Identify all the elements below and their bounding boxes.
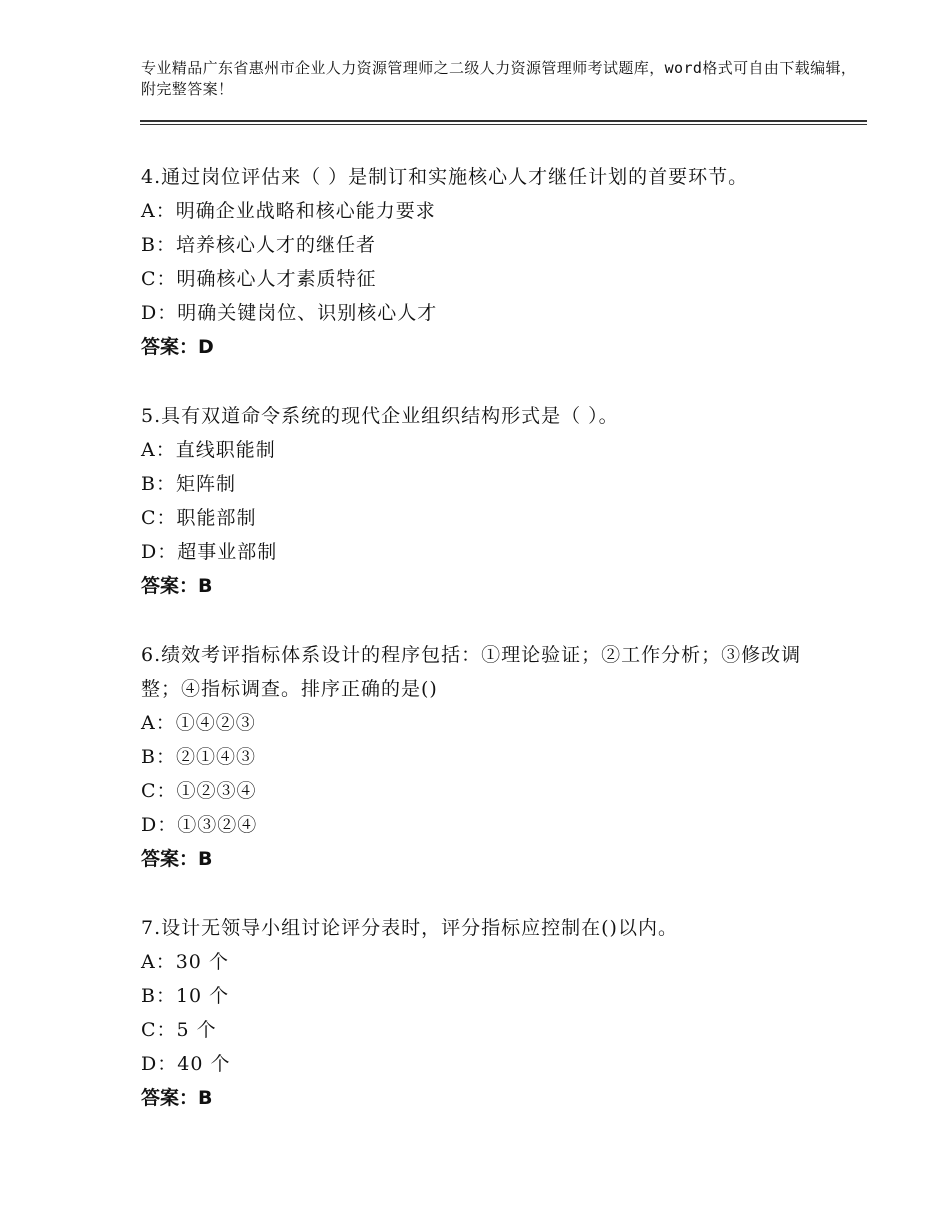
- option-d: D：超事业部制: [141, 541, 278, 563]
- header-divider: [140, 120, 867, 122]
- option-c: C：①②③④: [141, 780, 257, 802]
- option-d: D：40 个: [141, 1053, 231, 1075]
- answer-label: 答案：B: [141, 575, 213, 597]
- option-a: A：直线职能制: [141, 439, 276, 461]
- option-b: B：矩阵制: [141, 473, 236, 495]
- option-b: B：②①④③: [141, 746, 256, 768]
- question-stem: 6.绩效考评指标体系设计的程序包括：①理论验证；②工作分析；③修改调整；④指标调查。排序正确的是(): [141, 644, 802, 700]
- option-a: A：30 个: [141, 951, 229, 973]
- option-c: C：职能部制: [141, 507, 257, 529]
- option-d: D：①③②④: [141, 814, 258, 836]
- question-5: [141, 399, 831, 603]
- question-stem: 4.通过岗位评估来（ ）是制订和实施核心人才继任计划的首要环节。: [141, 166, 749, 188]
- header-divider-thin: [140, 124, 867, 125]
- answer-label: 答案：B: [141, 848, 213, 870]
- option-a: A：①④②③: [141, 712, 256, 734]
- question-stem: 5.具有双道命令系统的现代企业组织结构形式是（ ）。: [141, 405, 619, 427]
- option-a: A：明确企业战略和核心能力要求: [141, 200, 436, 222]
- option-c: C：明确核心人才素质特征: [141, 268, 377, 290]
- option-b: B：10 个: [141, 985, 230, 1007]
- document-header: 专业精品广东省惠州市企业人力资源管理师之二级人力资源管理师考试题库，word格式可自由下载编辑，附完整答案！: [141, 59, 857, 98]
- answer-label: 答案：D: [141, 336, 214, 358]
- answer-label: 答案：B: [141, 1087, 213, 1109]
- question-6: [141, 638, 831, 876]
- option-d: D：明确关键岗位、识别核心人才: [141, 302, 438, 324]
- option-b: B：培养核心人才的继任者: [141, 234, 376, 256]
- option-c: C：5 个: [141, 1019, 217, 1041]
- question-4: [141, 160, 831, 364]
- question-7: [141, 911, 831, 1115]
- question-stem: 7.设计无领导小组讨论评分表时，评分指标应控制在()以内。: [141, 917, 678, 939]
